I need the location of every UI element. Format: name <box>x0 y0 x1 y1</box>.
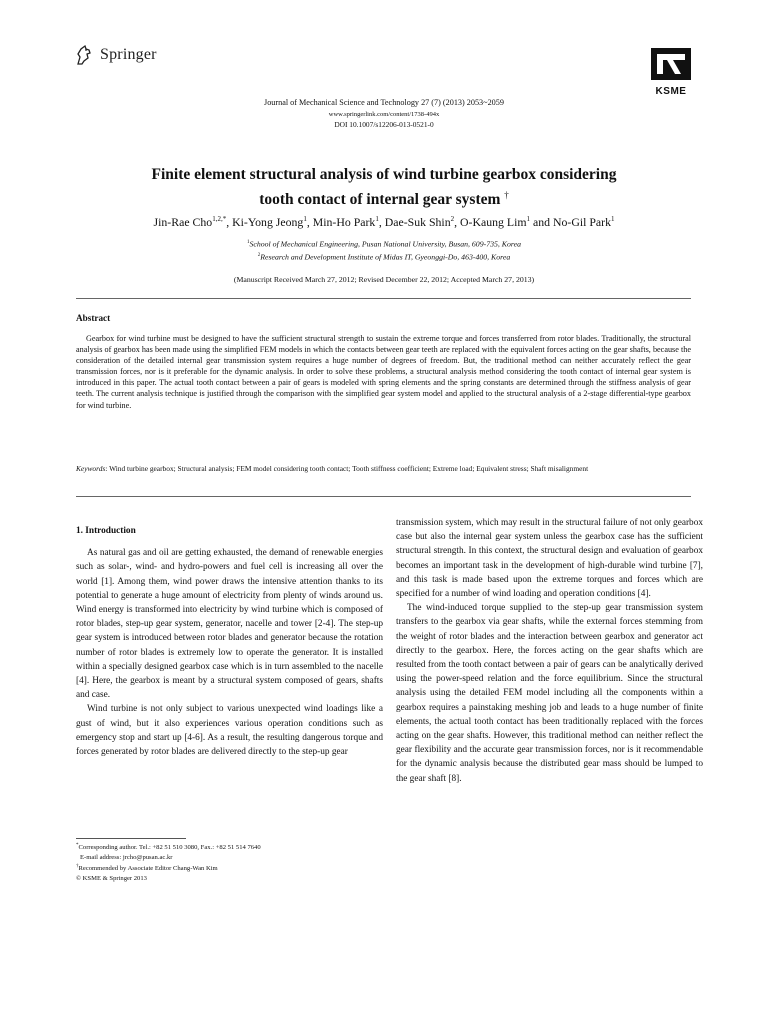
journal-citation: Journal of Mechanical Science and Technology 27 (7) (2013) 2053~2059 <box>264 98 504 107</box>
author-sup: 1,2,* <box>212 215 227 224</box>
footnote-text: Corresponding author. Tel.: +82 51 510 3080, Fax.: +82 51 514 7640 <box>78 844 261 852</box>
keywords: Keywords: Wind turbine gearbox; Structural analysis; FEM model considering tooth contact; Tooth stiffness coefficient; Extreme load; Equivalent stress; Shaft misalignment <box>76 464 589 473</box>
manuscript-dates: (Manuscript Received March 27, 2012; Revised December 22, 2012; Accepted March 27, 2013) <box>233 275 535 284</box>
abstract-text: Gearbox for wind turbine must be designed to have the sufficient structural strength to sustain the extreme torque and forces transferred from rotor blades. Traditionally, the structural analysis of gearbox has been made using the simplified FEM models in which the contacts between gear teeth are replaced with the equivalent forces acting on the gear shafts, because the consideration of the detailed internal gear transmission system requires a huge number of degrees of freedom. But, the traditional method can neither accurately reflect the gear transmission forces, nor is it preferable for the dynamic analysis. In order to solve these problems, a structural analysis method considering the tooth contact of internal gear system is introduced in this paper. The actual tooth contact between a pair of gears is modeled with spring elements and the spring constants are determined through the stiffness analysis of gear teeth. The current analysis technique is justified through the comparison with the simplified gear system model and applied to the structural analysis of a 2-stage differential-type gearbox for wind turbine. <box>76 334 691 410</box>
affiliation-text: Research and Development Institute of Midas IT, Gyeonggi-Do, 463-400, Korea <box>260 252 511 262</box>
author-sup: 1 <box>375 215 379 224</box>
keywords-label: Keywords <box>76 464 106 473</box>
title-line-2 <box>0 185 768 210</box>
title-line-2-text: tooth contact of internal gear system <box>259 191 501 209</box>
paragraph: Wind turbine is not only subject to various unexpected wind loadings like a gust of wind, but it also experiences various operation conditions such as emergency stop and start up [4-6]. As a result, the resulting dangerous torque and forces generated by rotor blades are delivered directly to the step-up gear <box>76 704 383 758</box>
affiliation-2 <box>0 250 768 263</box>
title-mark: † <box>504 190 509 200</box>
author: O-Kaung Lim <box>460 215 527 229</box>
affiliation-sup: 1 <box>247 240 250 245</box>
ksme-emblem-icon <box>651 48 691 80</box>
author-sup: 2 <box>450 215 455 224</box>
paragraph: The wind-induced torque supplied to the step-up gear transmission system transfers to the gearbox via gear shafts, while the external forces stemming from the weight of rotor blades and the interaction between gearbox and generator act directly to the gearbox. Here, the forces acting on the gear shafts which are resulted from the tooth contact between a pair of gears can be analytically derived using the power-speed relation and the force equilibrium. Since the structural analysis using the detailed FEM model including all the components within a gearbox requires a painstaking meshing job and leads to a huge number of finite elements, the actual tooth contact has been traditionally replaced with the forces acting on the gear shafts. However, this traditional method can neither reflect the gear flexibility and the accurate gear transmission forces, nor is it recommendable for the dynamic analysis because the distributed gear mass should be lumped to the gear shaft [8]. <box>396 603 703 784</box>
author-sup: 1 <box>610 215 615 224</box>
title-line-1: Finite element structural analysis of wind turbine gearbox considering <box>151 166 617 183</box>
author: Dae-Suk Shin <box>384 215 451 229</box>
footnote-text: E-mail address: jrcho@pusan.ac.kr <box>80 853 173 861</box>
publisher-logo <box>74 44 157 66</box>
author: Jin-Rae Cho <box>153 215 213 229</box>
section-heading: 1. Introduction <box>76 526 136 536</box>
footnote-email <box>76 853 261 863</box>
affiliation-sup: 2 <box>257 252 261 258</box>
left-column <box>76 524 383 759</box>
footnotes <box>76 841 261 884</box>
paragraph: As natural gas and oil are getting exhausted, the demand of renewable energies such as solar-, wind- and hydro-powers and fuel cell is increasing all over the world [1]. Among them, wind power draws the intensive attention thanks to its potential to generate a huge amount of electricity from plenty of winds around us. Wind energy is transformed into electricity by wind turbine which is composed of rotor blades, step-up gear system, generator, nacelle and tower [2-4]. The step-up gear system is introduced between rotor blades and generator because the rotation number of rotor blades is extremely low to operate the generator. It is installed within a specially designed gearbox case which is in turn assembled to the nacelle [4]. Here, the gearbox is meant by a structural system composed of gears, shafts and case. <box>76 548 383 701</box>
journal-url[interactable]: www.springerlink.com/content/1738-494x <box>328 111 440 118</box>
right-column <box>396 516 703 786</box>
affiliation-1 <box>0 237 768 250</box>
ksme-logo <box>651 48 691 97</box>
paper-title <box>0 164 768 210</box>
paragraph: transmission system, which may result in the structural failure of not only gearbox case but also the internal gear system unless the gearbox case has the sufficient structural strength. In this context, the structural design and evaluation of gearbox becomes an important task in the development of high-durable wind turbine [7], and this task is made based upon the extreme torques and forces which are specified for a number of wind loading and operation conditions [4]. <box>396 518 703 600</box>
author: Ki-Yong Jeong <box>232 215 304 229</box>
author: Min-Ho Park <box>312 215 376 229</box>
author-sup: 1 <box>526 215 531 224</box>
affiliation-text: School of Mechanical Engineering, Pusan National University, Busan, 609-735, Korea <box>249 239 521 249</box>
doi: DOI 10.1007/s12206-013-0521-0 <box>334 120 434 129</box>
springer-horse-icon <box>74 44 94 66</box>
footnote-copyright: © KSME & Springer 2013 <box>76 875 147 883</box>
keywords-text: Wind turbine gearbox; Structural analysis; FEM model considering tooth contact; Tooth stiffness coefficient; Extreme load; Equivalent stress; Shaft misalignment <box>109 464 589 473</box>
publisher-name: Springer <box>100 46 157 63</box>
divider <box>76 496 691 497</box>
divider <box>76 298 691 299</box>
affiliations <box>0 237 768 262</box>
footnote-text: Recommended by Associate Editor Chang-Wan Kim <box>78 865 218 873</box>
footnote-corresponding: *Corresponding author. Tel.: +82 51 510 3080, Fax.: +82 51 514 7640 <box>76 843 261 852</box>
author-list: Jin-Rae Cho$^{1,2,*}$, Ki-Yong Jeong$^1$, Min-Ho Park$^1$, Dae-Suk Shin$^2$, O-Kaung Lim$^1$ and No-Gil Park$^1$ <box>153 215 615 229</box>
footnote-recommended: †Recommended by Associate Editor Chang-Wan Kim <box>76 864 218 873</box>
author: No-Gil Park <box>552 215 611 229</box>
abstract-heading: Abstract <box>76 313 111 323</box>
author-sup: 1 <box>303 215 307 224</box>
ksme-text: KSME <box>655 86 687 97</box>
footnote-divider <box>76 838 186 839</box>
